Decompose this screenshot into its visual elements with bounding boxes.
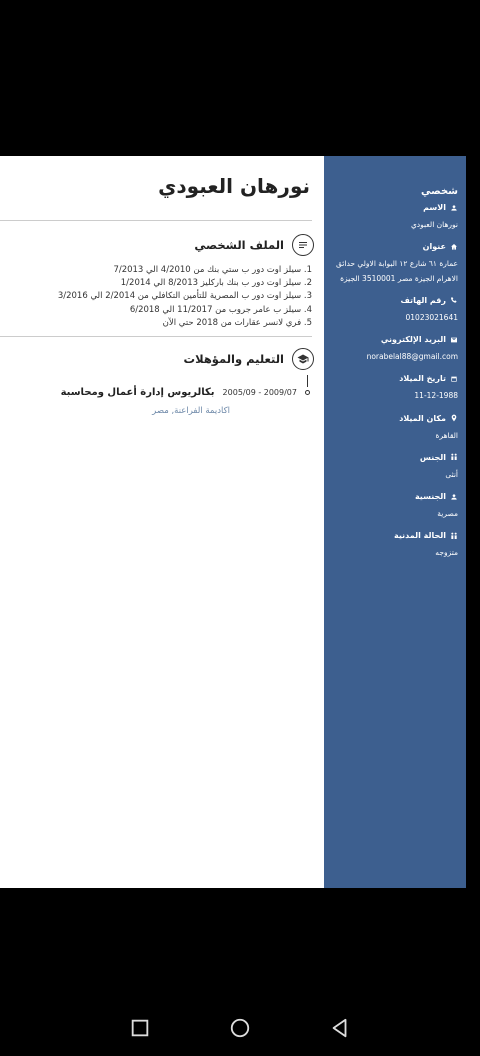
gender-icon bbox=[450, 453, 458, 461]
resume-page bbox=[0, 156, 466, 888]
profile-item: 2. سيلز اوت دور ب بنك باركليز 8/2013 الي 1/2014 bbox=[120, 278, 312, 289]
profile-section-title: الملف الشخصي bbox=[194, 234, 314, 256]
home-icon bbox=[450, 243, 458, 251]
notes-icon bbox=[292, 234, 314, 256]
home-button-icon[interactable] bbox=[229, 1017, 251, 1039]
recents-icon[interactable] bbox=[129, 1017, 151, 1039]
sidebar-item-birthplace: مكان الميلاد القاهرة bbox=[399, 413, 458, 440]
profile-item: 1. سيلز اوت دور ب ستي بنك من 4/2010 الي 7/2013 bbox=[113, 265, 312, 275]
profile-list bbox=[12, 264, 312, 330]
education-dates: 2005/09 - 2009/07 bbox=[222, 388, 297, 397]
sidebar-item-birthdate: تاريخ الميلاد 11-12-1988 bbox=[399, 374, 458, 401]
timeline-line bbox=[307, 375, 308, 387]
back-icon[interactable] bbox=[329, 1017, 351, 1039]
couple-icon bbox=[450, 532, 458, 540]
sidebar-item-marital-status: الحالة المدنية متزوجه bbox=[393, 531, 458, 558]
graduation-cap-icon bbox=[292, 348, 314, 370]
profile-item: 3. سيلز اوت دور ب المصرية للتأمين التكافلي من 2/2014 الي 3/2016 bbox=[57, 291, 312, 302]
education-school: اكاديمة الفراعنة, مصر bbox=[152, 406, 230, 416]
resume-name: نورهان العبودي bbox=[158, 174, 310, 198]
sidebar-item-address: عنوان عمارة ٦١ شارع ١٢ البوابة الاولي حدائق الاهرام الجيزة مصر 3510001 الجيزة bbox=[336, 242, 458, 283]
timeline-dot bbox=[305, 390, 310, 395]
profile-item: 4. سيلز ب عامر جروب من 11/2017 الي 6/2018 bbox=[129, 304, 312, 315]
sidebar-item-gender: الجنس أنثى bbox=[419, 452, 458, 479]
divider bbox=[0, 220, 312, 221]
main-content bbox=[0, 156, 324, 888]
sidebar-heading: شخصي bbox=[420, 186, 458, 197]
sidebar-item-nationality: الجنسية مصرية bbox=[414, 492, 458, 518]
pin-icon bbox=[450, 414, 458, 422]
mail-icon bbox=[450, 336, 458, 344]
sidebar-item-email: البريد الإلكتروني norabelal88@gmail.com bbox=[366, 335, 458, 361]
sidebar-item-phone: رقم الهاتف 01023021641 bbox=[400, 295, 458, 322]
calendar-icon bbox=[450, 375, 458, 383]
phone-icon bbox=[450, 296, 458, 304]
personal-sidebar bbox=[324, 156, 466, 888]
person-icon bbox=[450, 204, 458, 212]
profile-item: 5. فري لانسر عقارات من 2018 حتي الآن bbox=[162, 317, 312, 328]
person-icon bbox=[450, 493, 458, 501]
education-entry bbox=[10, 387, 310, 416]
education-degree: بكالريوس إدارة أعمال ومحاسبة bbox=[60, 387, 215, 398]
education-section-title: التعليم والمؤهلات bbox=[184, 348, 314, 370]
sidebar-item-name: الاسم نورهان العبودي bbox=[410, 203, 458, 229]
android-nav-bar bbox=[0, 1000, 480, 1056]
divider bbox=[0, 336, 312, 337]
